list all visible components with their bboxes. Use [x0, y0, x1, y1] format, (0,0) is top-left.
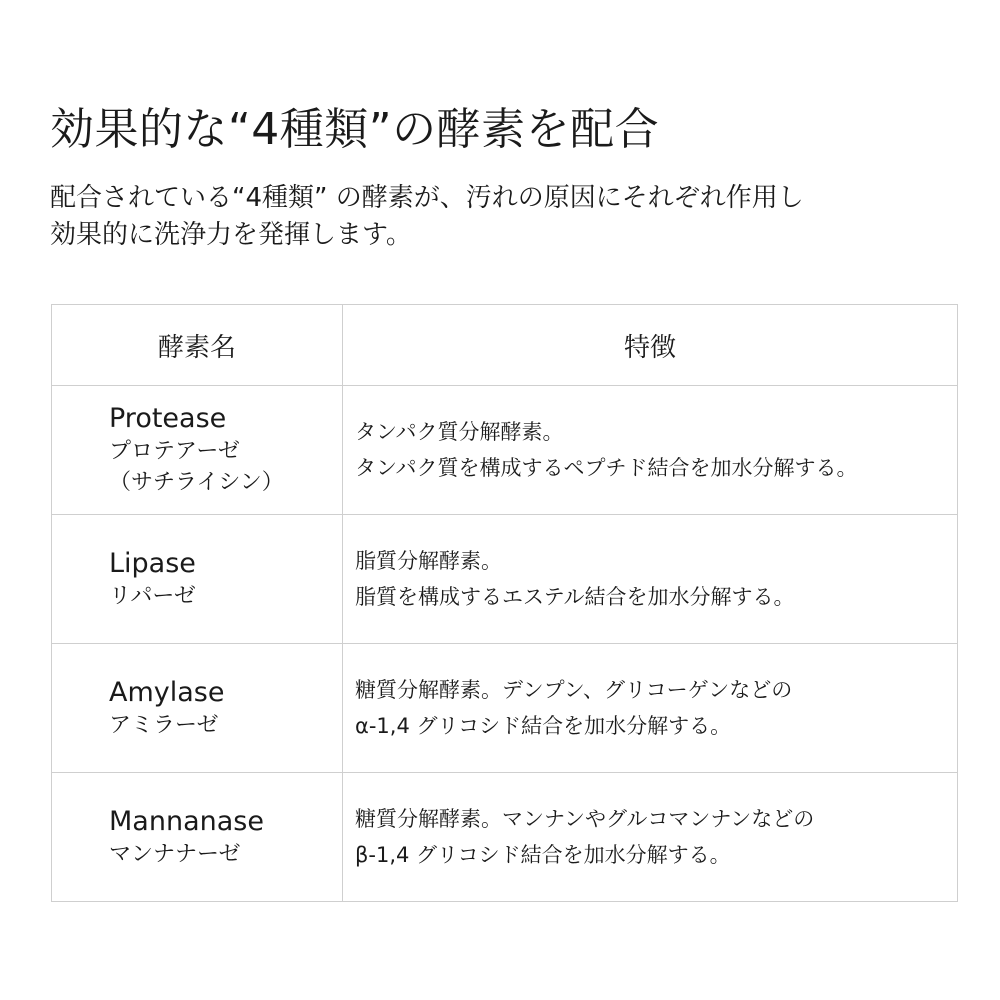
- table-row: [52, 515, 958, 644]
- intro-text: [50, 180, 950, 254]
- feature-line: β-1,4 グリコシド結合を加水分解する。: [355, 843, 731, 867]
- feature-line: タンパク質分解酵素。: [355, 420, 564, 444]
- enzyme-name-ja: アミラーゼ: [109, 712, 219, 738]
- header-feature: 特徴: [343, 305, 958, 386]
- feature-line: α-1,4 グリコシド結合を加水分解する。: [355, 714, 732, 738]
- enzyme-name-en: Amylase: [109, 676, 225, 708]
- enzyme-table: [51, 304, 958, 902]
- table-header-row: [52, 305, 958, 386]
- enzyme-name-en: Mannanase: [109, 805, 264, 837]
- enzyme-name-en: Lipase: [109, 547, 196, 579]
- enzyme-name-ja-sub: （サチライシン）: [109, 470, 284, 495]
- page-title: 効果的な“4種類”の酵素を配合: [50, 104, 660, 155]
- table-row: [52, 644, 958, 773]
- enzyme-name-cell: [52, 773, 343, 902]
- enzyme-name-ja: リパーゼ: [109, 583, 196, 609]
- intro-line: 効果的に洗浄力を発揮します。: [50, 220, 412, 250]
- feature-line: 糖質分解酵素。マンナンやグルコマンナンなどの: [355, 807, 815, 831]
- enzyme-name-cell: [52, 386, 343, 515]
- enzyme-name-ja: マンナナーゼ: [109, 841, 241, 867]
- table-row: [52, 773, 958, 902]
- header-enzyme-name: 酵素名: [52, 305, 343, 386]
- enzyme-feature-cell: [343, 773, 958, 902]
- feature-line: 脂質を構成するエステル結合を加水分解する。: [355, 585, 795, 609]
- feature-line: 糖質分解酵素。デンプン、グリコーゲンなどの: [355, 678, 793, 702]
- enzyme-name-cell: [52, 644, 343, 773]
- enzyme-name-en: Protease: [109, 403, 227, 434]
- table-row: [52, 386, 958, 515]
- feature-line: タンパク質を構成するペプチド結合を加水分解する。: [355, 456, 858, 480]
- enzyme-name-ja: プロテアーゼ: [109, 439, 240, 464]
- enzyme-name-cell: [52, 515, 343, 644]
- intro-line: 配合されている“4種類” の酵素が、汚れの原因にそれぞれ作用し: [50, 183, 804, 213]
- enzyme-feature-cell: [343, 386, 958, 515]
- enzyme-feature-cell: [343, 644, 958, 773]
- feature-line: 脂質分解酵素。: [355, 549, 502, 573]
- enzyme-feature-cell: [343, 515, 958, 644]
